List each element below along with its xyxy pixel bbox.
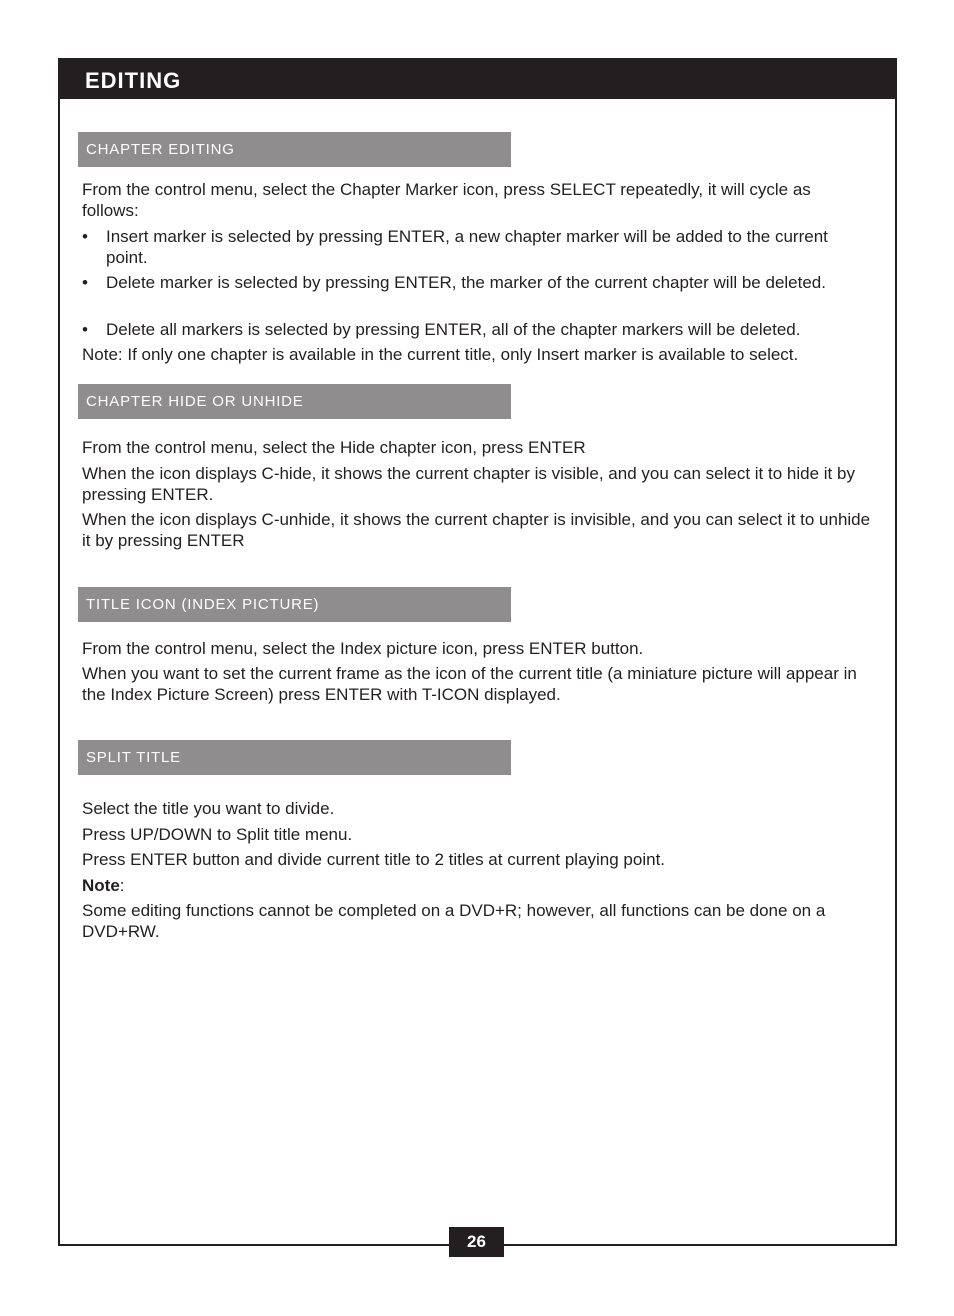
section-heading-split-title: [78, 740, 511, 775]
bullet-text: Delete all markers is selected by pressing ENTER, all of the chapter markers will be deleted.: [106, 320, 801, 339]
bullet-delete-marker: [82, 272, 872, 293]
section-heading-label: CHAPTER HIDE OR UNHIDE: [86, 393, 304, 410]
bullet-text: Insert marker is selected by pressing ENTER, a new chapter marker will be added to the current point.: [106, 227, 828, 267]
chapter-hide-paragraph-3: When the icon displays C-unhide, it shows the current chapter is invisible, and you can select it to unhide it by pressing ENTER: [82, 510, 871, 550]
bullet-dot: •: [82, 227, 88, 246]
section-heading-label: TITLE ICON (INDEX PICTURE): [86, 596, 320, 613]
page-number: 26: [467, 1232, 486, 1251]
section-heading-chapter-hide: [78, 384, 511, 419]
chapter-editing-intro: From the control menu, select the Chapter Marker icon, press SELECT repeatedly, it will cycle as follows:: [82, 180, 811, 220]
section-heading-label: CHAPTER EDITING: [86, 141, 235, 158]
split-title-paragraph-3: Press ENTER button and divide current title to 2 titles at current playing point.: [82, 850, 666, 869]
bullet-delete-all-markers: [82, 319, 872, 340]
split-title-note-text: Some editing functions cannot be completed on a DVD+R; however, all functions can be done on a DVD+RW.: [82, 901, 826, 941]
split-title-paragraph-2: Press UP/DOWN to Split title menu.: [82, 825, 353, 844]
note-label: Note: [82, 876, 120, 895]
bullet-insert-marker: [82, 226, 872, 268]
header-bar: [58, 58, 897, 99]
bullet-dot: •: [82, 320, 88, 339]
split-title-paragraph-1: Select the title you want to divide.: [82, 799, 335, 818]
bullet-dot: •: [82, 273, 88, 292]
section-heading-title-icon: [78, 587, 511, 622]
section-heading-label: SPLIT TITLE: [86, 749, 181, 766]
page-title: EDITING: [85, 68, 182, 93]
chapter-hide-paragraph-2: When the icon displays C-hide, it shows the current chapter is visible, and you can select it to hide it by pressing ENTER.: [82, 464, 855, 504]
note-colon: :: [119, 876, 125, 895]
title-icon-paragraph-2: When you want to set the current frame as the icon of the current title (a miniature picture will appear in the Index Picture Screen) press ENTER with T-ICON displayed.: [82, 664, 857, 704]
chapter-editing-note: Note: If only one chapter is available in the current title, only Insert marker is available to select.: [82, 345, 799, 364]
bullet-text: Delete marker is selected by pressing ENTER, the marker of the current chapter will be deleted.: [106, 273, 826, 292]
chapter-hide-paragraph-1: From the control menu, select the Hide chapter icon, press ENTER: [82, 438, 586, 457]
title-icon-paragraph-1: From the control menu, select the Index picture icon, press ENTER button.: [82, 639, 644, 658]
section-heading-chapter-editing: [78, 132, 511, 167]
page-number-badge: [449, 1227, 504, 1257]
split-title-note-label: [82, 875, 872, 896]
